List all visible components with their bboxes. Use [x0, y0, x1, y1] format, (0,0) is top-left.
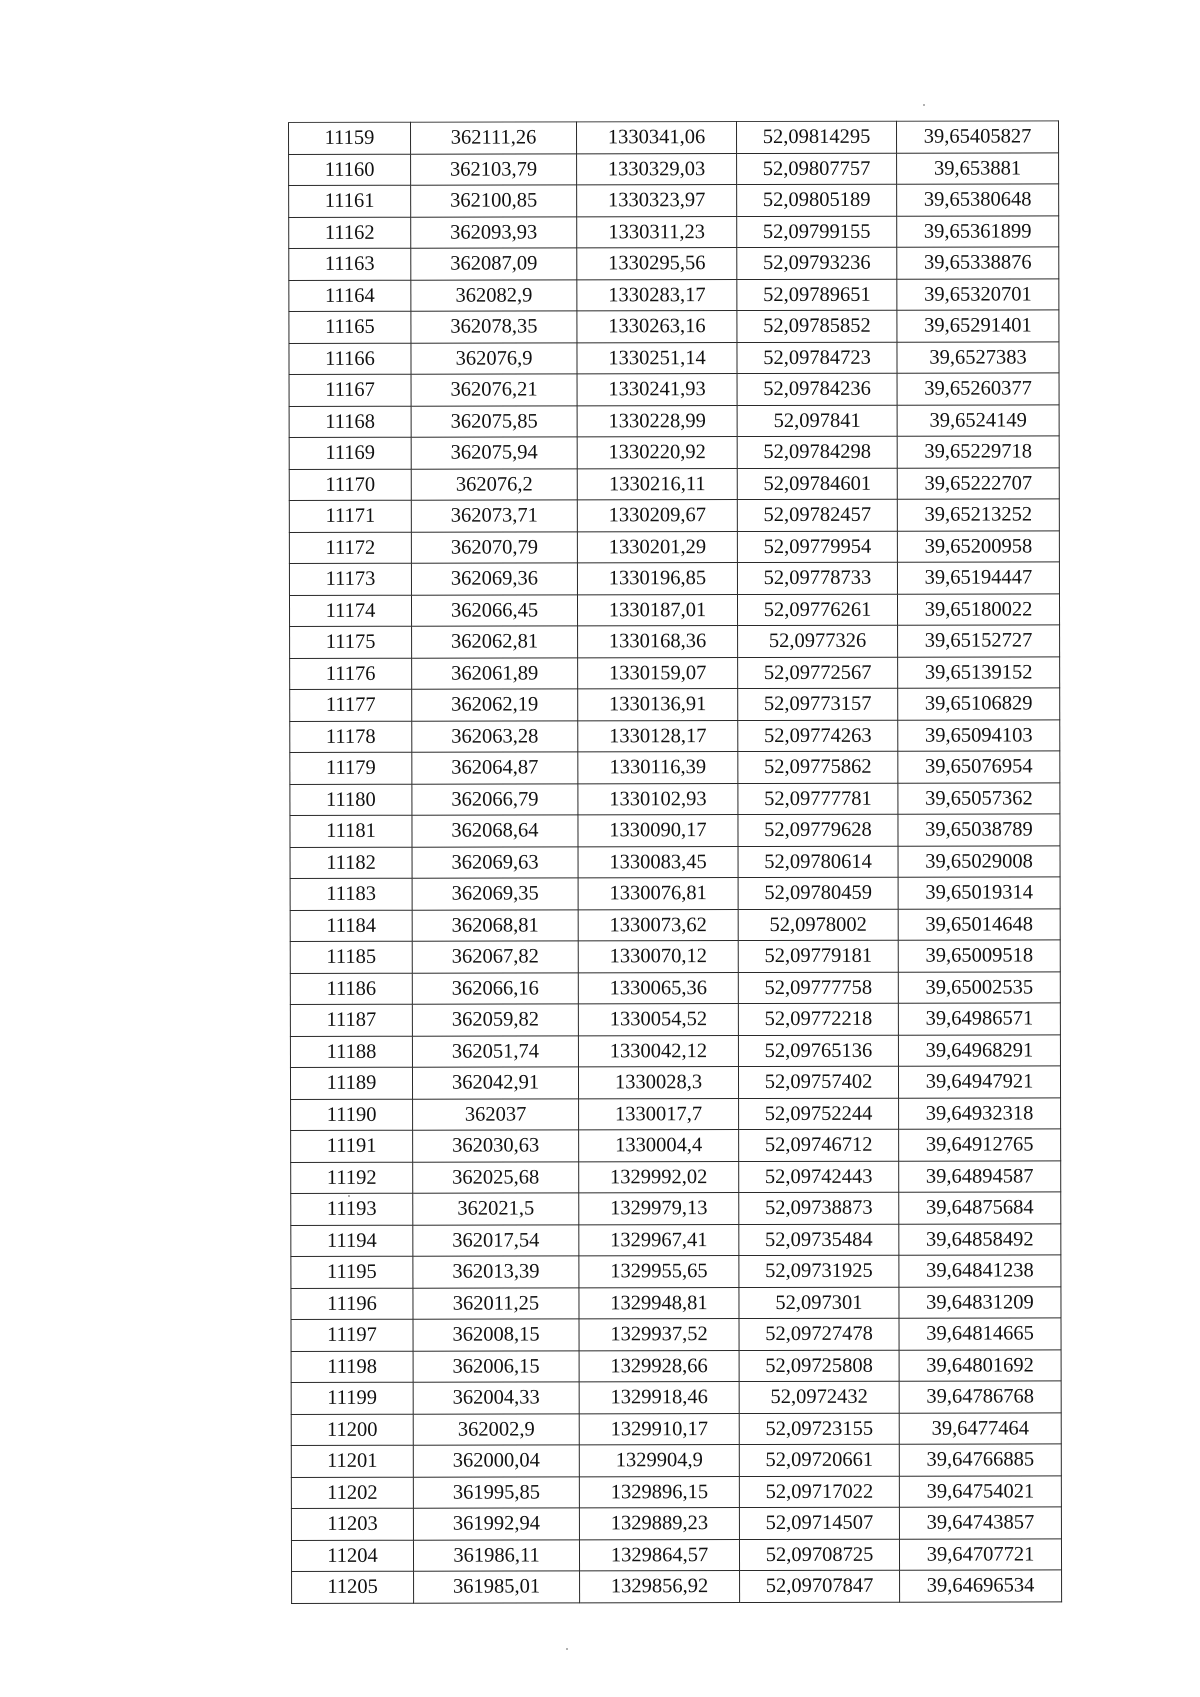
table-cell: 362062,19: [412, 689, 578, 721]
table-cell: 1329979,13: [579, 1193, 739, 1225]
table-row: [291, 1444, 1061, 1477]
table-cell: 1330070,12: [578, 941, 738, 973]
table-cell: 52,09784601: [737, 468, 897, 500]
table-cell: 11173: [289, 563, 411, 595]
table-cell: 39,65019314: [898, 877, 1060, 909]
table-cell: 11184: [290, 910, 412, 942]
table-cell: 11174: [289, 595, 411, 627]
table-cell: 362066,79: [412, 783, 578, 815]
table-cell: 52,09777781: [738, 783, 898, 815]
table-row: [290, 782, 1060, 815]
table-cell: 362059,82: [412, 1004, 578, 1036]
table-cell: 52,09773157: [738, 688, 898, 720]
table-cell: 362004,33: [413, 1382, 579, 1414]
table-cell: 1330054,52: [578, 1004, 738, 1036]
table-cell: 1330159,07: [578, 657, 738, 689]
table-cell: 39,65139152: [898, 656, 1060, 688]
table-cell: 362002,9: [413, 1413, 579, 1445]
table-cell: 361992,94: [413, 1508, 579, 1540]
table-cell: 1329967,41: [579, 1224, 739, 1256]
table-cell: 1330083,45: [578, 846, 738, 878]
table-cell: 11188: [290, 1036, 412, 1068]
table-cell: 39,65094103: [898, 719, 1060, 751]
table-cell: 52,09772218: [738, 1003, 898, 1035]
coordinates-table-body: [289, 121, 1062, 1603]
table-cell: 1330263,16: [577, 311, 737, 343]
table-cell: 362011,25: [413, 1287, 579, 1319]
table-cell: 39,64766885: [899, 1444, 1061, 1476]
table-row: [289, 184, 1059, 217]
table-cell: 1330295,56: [577, 248, 737, 280]
table-cell: 11180: [290, 784, 412, 816]
table-cell: 1329992,02: [579, 1161, 739, 1193]
table-cell: 52,09738873: [739, 1192, 899, 1224]
table-cell: 52,09723155: [739, 1413, 899, 1445]
table-cell: 362082,9: [411, 279, 577, 311]
table-cell: 362069,35: [412, 878, 578, 910]
table-cell: 52,0978002: [738, 909, 898, 941]
table-row: [289, 562, 1059, 595]
table-cell: 39,65213252: [897, 499, 1059, 531]
table-cell: 39,64912765: [899, 1129, 1061, 1161]
table-cell: 39,65057362: [898, 782, 1060, 814]
table-cell: 362000,04: [413, 1445, 579, 1477]
table-cell: 362087,09: [411, 248, 577, 280]
table-row: [289, 530, 1059, 563]
table-cell: 1330073,62: [578, 909, 738, 941]
table-row: [291, 1223, 1061, 1256]
table-cell: 362068,64: [412, 815, 578, 847]
table-cell: 39,65038789: [898, 814, 1060, 846]
table-row: [290, 1034, 1060, 1067]
table-cell: 52,09778733: [737, 562, 897, 594]
table-cell: 11204: [291, 1540, 413, 1572]
table-cell: 39,64696534: [900, 1570, 1062, 1602]
table-cell: 362030,63: [413, 1130, 579, 1162]
table-cell: 362017,54: [413, 1224, 579, 1256]
table-cell: 1330004,4: [579, 1130, 739, 1162]
table-row: [289, 373, 1059, 406]
table-cell: 52,0977326: [738, 625, 898, 657]
table-row: [290, 625, 1060, 658]
table-cell: 52,09714507: [739, 1507, 899, 1539]
table-cell: 11186: [290, 973, 412, 1005]
table-cell: 39,64858492: [899, 1223, 1061, 1255]
table-cell: 362021,5: [413, 1193, 579, 1225]
table-cell: 39,65029008: [898, 845, 1060, 877]
table-cell: 1329928,66: [579, 1350, 739, 1382]
table-cell: 52,09717022: [739, 1476, 899, 1508]
table-cell: 39,65320701: [897, 278, 1059, 310]
table-cell: 11189: [290, 1067, 412, 1099]
table-cell: 52,09780614: [738, 846, 898, 878]
table-cell: 11171: [289, 500, 411, 532]
table-row: [289, 467, 1059, 500]
table-cell: 52,09742443: [739, 1161, 899, 1193]
table-cell: 52,09805189: [737, 184, 897, 216]
table-cell: 39,65380648: [897, 184, 1059, 216]
table-cell: 1330196,85: [577, 563, 737, 595]
table-cell: 1330311,23: [577, 216, 737, 248]
table-row: [291, 1097, 1061, 1130]
table-cell: 39,64743857: [899, 1507, 1061, 1539]
table-cell: 362076,2: [411, 468, 577, 500]
table-cell: 39,65222707: [897, 467, 1059, 499]
table-cell: 11181: [290, 815, 412, 847]
table-cell: 52,09784723: [737, 342, 897, 374]
table-cell: 362069,36: [411, 563, 577, 595]
table-cell: 362013,39: [413, 1256, 579, 1288]
table-cell: 52,09752244: [739, 1098, 899, 1130]
table-cell: 362075,85: [411, 405, 577, 437]
table-row: [289, 278, 1059, 311]
table-cell: 11168: [289, 406, 411, 438]
table-cell: 52,09779628: [738, 814, 898, 846]
table-cell: 11175: [290, 626, 412, 658]
table-cell: 52,09772567: [738, 657, 898, 689]
table-cell: 1330283,17: [577, 279, 737, 311]
table-row: [291, 1412, 1061, 1445]
table-cell: 52,09799155: [737, 216, 897, 248]
table-cell: 1330201,29: [577, 531, 737, 563]
table-cell: 52,09784298: [737, 436, 897, 468]
table-row: [291, 1507, 1061, 1540]
table-row: [291, 1538, 1061, 1571]
table-cell: 1330090,17: [578, 815, 738, 847]
table-row: [290, 1066, 1060, 1099]
table-cell: 1330042,12: [578, 1035, 738, 1067]
table-cell: 1329864,57: [579, 1539, 739, 1571]
table-cell: 39,64831209: [899, 1286, 1061, 1318]
scan-speck: [923, 104, 925, 106]
table-cell: 52,09780459: [738, 877, 898, 909]
table-cell: 361986,11: [413, 1539, 579, 1571]
table-cell: 11165: [289, 311, 411, 343]
table-cell: 39,64814665: [899, 1318, 1061, 1350]
table-cell: 1329896,15: [579, 1476, 739, 1508]
table-cell: 362006,15: [413, 1350, 579, 1382]
table-cell: 1329889,23: [579, 1508, 739, 1540]
table-cell: 1330341,06: [577, 122, 737, 154]
table-cell: 1330028,3: [578, 1067, 738, 1099]
table-cell: 1330241,93: [577, 374, 737, 406]
table-row: [290, 814, 1060, 847]
table-cell: 11193: [291, 1193, 413, 1225]
table-cell: 11164: [289, 280, 411, 312]
table-cell: 39,6477464: [899, 1412, 1061, 1444]
table-cell: 362008,15: [413, 1319, 579, 1351]
table-row: [291, 1349, 1061, 1382]
table-row: [290, 751, 1060, 784]
table-cell: 52,09765136: [738, 1035, 898, 1067]
table-row: [289, 152, 1059, 185]
table-row: [290, 688, 1060, 721]
table-row: [290, 908, 1060, 941]
table-cell: 11176: [290, 658, 412, 690]
table-cell: 11192: [291, 1162, 413, 1194]
table-row: [290, 1003, 1060, 1036]
table-cell: 11200: [291, 1414, 413, 1446]
table-cell: 362062,81: [412, 626, 578, 658]
table-cell: 39,65291401: [897, 310, 1059, 342]
table-cell: 1330136,91: [578, 689, 738, 721]
table-cell: 39,653881: [897, 152, 1059, 184]
table-cell: 11183: [290, 878, 412, 910]
table-row: [291, 1318, 1061, 1351]
table-cell: 39,6524149: [897, 404, 1059, 436]
table-cell: 1330128,17: [578, 720, 738, 752]
table-cell: 362111,26: [411, 122, 577, 154]
table-row: [291, 1192, 1061, 1225]
table-cell: 362051,74: [412, 1035, 578, 1067]
table-cell: 1330102,93: [578, 783, 738, 815]
table-cell: 362066,16: [412, 972, 578, 1004]
table-cell: 1330017,7: [579, 1098, 739, 1130]
table-row: [290, 940, 1060, 973]
table-cell: 39,64932318: [899, 1097, 1061, 1129]
table-cell: 52,0972432: [739, 1381, 899, 1413]
table-row: [289, 247, 1059, 280]
table-row: [289, 215, 1059, 248]
table-cell: 52,09725808: [739, 1350, 899, 1382]
table-cell: 39,64841238: [899, 1255, 1061, 1287]
table-cell: 1330168,36: [578, 626, 738, 658]
table-cell: 52,09789651: [737, 279, 897, 311]
table-cell: 1329955,65: [579, 1256, 739, 1288]
table-cell: 52,09774263: [738, 720, 898, 752]
table-cell: 39,65200958: [897, 530, 1059, 562]
table-cell: 39,65260377: [897, 373, 1059, 405]
table-cell: 52,09720661: [739, 1444, 899, 1476]
table-cell: 52,09757402: [738, 1066, 898, 1098]
table-cell: 361985,01: [414, 1571, 580, 1603]
table-cell: 52,09746712: [739, 1129, 899, 1161]
table-cell: 11179: [290, 752, 412, 784]
table-cell: 362067,82: [412, 941, 578, 973]
table-cell: 52,09782457: [737, 499, 897, 531]
table-cell: 39,64894587: [899, 1160, 1061, 1192]
table-cell: 11182: [290, 847, 412, 879]
table-row: [291, 1160, 1061, 1193]
table-cell: 1330323,97: [577, 185, 737, 217]
table-cell: 1329948,81: [579, 1287, 739, 1319]
scan-speck: [566, 1648, 568, 1650]
table-cell: 52,09779181: [738, 940, 898, 972]
table-cell: 1329856,92: [580, 1571, 740, 1603]
table-cell: 39,64707721: [899, 1538, 1061, 1570]
table-cell: 11172: [289, 532, 411, 564]
table-cell: 52,09784236: [737, 373, 897, 405]
table-cell: 52,09707847: [740, 1570, 900, 1602]
table-cell: 362075,94: [411, 437, 577, 469]
table-row: [289, 593, 1059, 626]
table-row: [289, 404, 1059, 437]
table-cell: 39,64786768: [899, 1381, 1061, 1413]
table-cell: 362093,93: [411, 216, 577, 248]
table-cell: 1330220,92: [577, 437, 737, 469]
table-cell: 361995,85: [413, 1476, 579, 1508]
table-cell: 1330329,03: [577, 153, 737, 185]
table-cell: 39,64754021: [899, 1475, 1061, 1507]
table-cell: 11198: [291, 1351, 413, 1383]
table-cell: 1330076,81: [578, 878, 738, 910]
table-cell: 362069,63: [412, 846, 578, 878]
table-cell: 11203: [291, 1508, 413, 1540]
table-cell: 362103,79: [411, 153, 577, 185]
table-row: [291, 1129, 1061, 1162]
table-cell: 52,09735484: [739, 1224, 899, 1256]
table-cell: 39,65076954: [898, 751, 1060, 783]
table-cell: 362064,87: [412, 752, 578, 784]
table-cell: 362068,81: [412, 909, 578, 941]
table-cell: 52,09708725: [739, 1539, 899, 1571]
table-cell: 39,65338876: [897, 247, 1059, 279]
table-cell: 11163: [289, 248, 411, 280]
table-cell: 1330187,01: [577, 594, 737, 626]
table-row: [289, 121, 1059, 154]
table-row: [290, 971, 1060, 1004]
table-cell: 11195: [291, 1256, 413, 1288]
table-row: [290, 845, 1060, 878]
table-cell: 52,09779954: [737, 531, 897, 563]
table-cell: 11161: [289, 185, 411, 217]
table-row: [291, 1286, 1061, 1319]
table-cell: 362076,21: [411, 374, 577, 406]
table-cell: 11196: [291, 1288, 413, 1320]
table-cell: 52,09814295: [737, 121, 897, 153]
table-cell: 11166: [289, 343, 411, 375]
table-cell: 52,09793236: [737, 247, 897, 279]
scan-speck: [348, 1195, 350, 1197]
table-cell: 39,65180022: [897, 593, 1059, 625]
table-cell: 11170: [289, 469, 411, 501]
table-cell: 11159: [289, 122, 411, 154]
table-cell: 11191: [291, 1130, 413, 1162]
table-cell: 52,09807757: [737, 153, 897, 185]
table-cell: 39,64947921: [898, 1066, 1060, 1098]
table-cell: 39,65405827: [896, 121, 1058, 153]
table-cell: 362073,71: [411, 500, 577, 532]
table-row: [292, 1570, 1062, 1603]
table-cell: 52,09785852: [737, 310, 897, 342]
table-row: [289, 499, 1059, 532]
table-row: [289, 436, 1059, 469]
table-row: [289, 310, 1059, 343]
table-cell: 39,6527383: [897, 341, 1059, 373]
table-cell: 11167: [289, 374, 411, 406]
table-row: [290, 719, 1060, 752]
table-cell: 11202: [291, 1477, 413, 1509]
coordinates-table: [288, 120, 1062, 1603]
table-cell: 1330228,99: [577, 405, 737, 437]
table-cell: 52,097301: [739, 1287, 899, 1319]
table-cell: 52,09776261: [737, 594, 897, 626]
table-cell: 52,09775862: [738, 751, 898, 783]
table-cell: 1329918,46: [579, 1382, 739, 1414]
table-cell: 39,64968291: [898, 1034, 1060, 1066]
table-cell: 1330251,14: [577, 342, 737, 374]
table-cell: 11178: [290, 721, 412, 753]
table-row: [291, 1255, 1061, 1288]
table-cell: 1329937,52: [579, 1319, 739, 1351]
table-row: [291, 1475, 1061, 1508]
table-cell: 1329910,17: [579, 1413, 739, 1445]
table-cell: 39,64986571: [898, 1003, 1060, 1035]
table-cell: 11199: [291, 1382, 413, 1414]
table-cell: 362076,9: [411, 342, 577, 374]
table-cell: 362066,45: [411, 594, 577, 626]
table-cell: 39,64875684: [899, 1192, 1061, 1224]
table-cell: 39,65009518: [898, 940, 1060, 972]
table-cell: 362063,28: [412, 720, 578, 752]
table-cell: 11194: [291, 1225, 413, 1257]
table-cell: 11169: [289, 437, 411, 469]
table-cell: 1330216,11: [577, 468, 737, 500]
table-cell: 52,097841: [737, 405, 897, 437]
table-cell: 11160: [289, 154, 411, 186]
table-cell: 11187: [290, 1004, 412, 1036]
table-cell: 362025,68: [413, 1161, 579, 1193]
table-cell: 11205: [292, 1571, 414, 1603]
table-cell: 39,65152727: [898, 625, 1060, 657]
table-row: [289, 341, 1059, 374]
table-cell: 39,65361899: [897, 215, 1059, 247]
table-cell: 39,65229718: [897, 436, 1059, 468]
table-cell: 39,65014648: [898, 908, 1060, 940]
table-cell: 39,64801692: [899, 1349, 1061, 1381]
table-cell: 39,65194447: [897, 562, 1059, 594]
table-cell: 1330065,36: [578, 972, 738, 1004]
table-cell: 362042,91: [412, 1067, 578, 1099]
table-row: [290, 656, 1060, 689]
table-row: [290, 877, 1060, 910]
table-cell: 362070,79: [411, 531, 577, 563]
table-cell: 362061,89: [412, 657, 578, 689]
table-cell: 52,09727478: [739, 1318, 899, 1350]
table-cell: 362037: [413, 1098, 579, 1130]
table-cell: 52,09777758: [738, 972, 898, 1004]
table-cell: 11190: [291, 1099, 413, 1131]
table-cell: 52,09731925: [739, 1255, 899, 1287]
table-cell: 11201: [291, 1445, 413, 1477]
table-cell: 1330116,39: [578, 752, 738, 784]
table-cell: 11185: [290, 941, 412, 973]
table-row: [291, 1381, 1061, 1414]
table-cell: 11162: [289, 217, 411, 249]
table-cell: 1330209,67: [577, 500, 737, 532]
table-cell: 11177: [290, 689, 412, 721]
table-cell: 362100,85: [411, 185, 577, 217]
table-cell: 11197: [291, 1319, 413, 1351]
table-cell: 362078,35: [411, 311, 577, 343]
table-cell: 1329904,9: [579, 1445, 739, 1477]
table-cell: 39,65106829: [898, 688, 1060, 720]
table-cell: 39,65002535: [898, 971, 1060, 1003]
